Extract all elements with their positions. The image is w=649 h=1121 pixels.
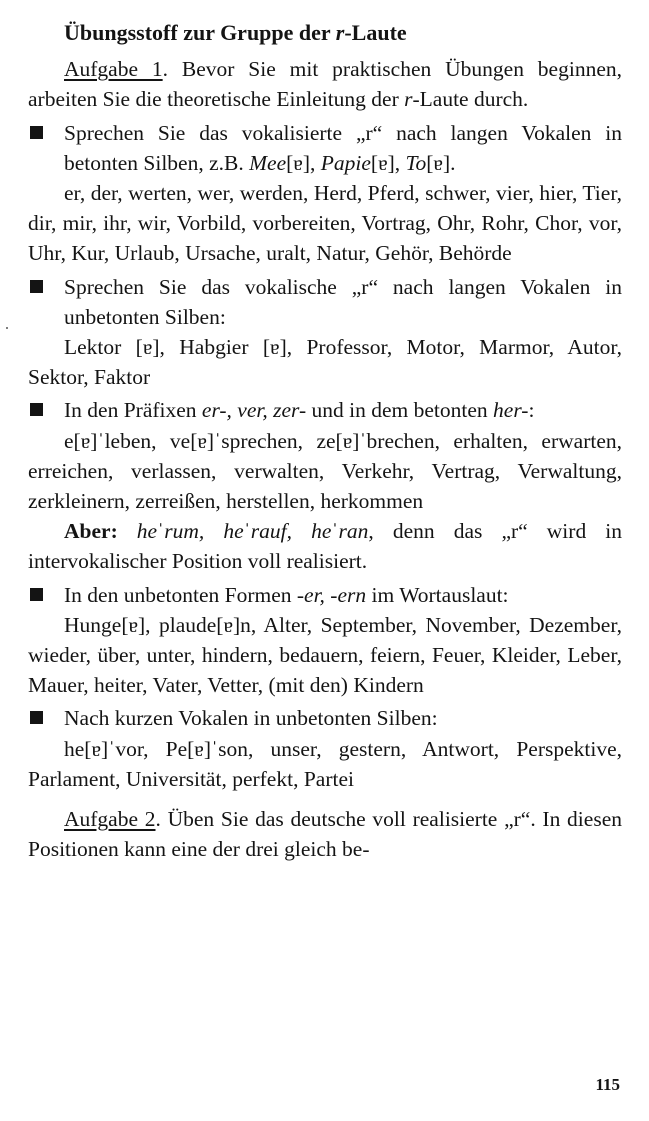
bullet-item-5: Nach kurzen Vokalen in unbetonten Silben: (28, 703, 622, 733)
square-bullet-icon (30, 126, 43, 139)
word-list-1: er, der, werten, wer, werden, Herd, Pferd, schwer, vier, hier, Tier, dir, mir, ihr, wir, Vorbild, vorbereiten, Vortrag, Ohr, Rohr, Chor, vor, Uhr, Kur, Urlaub, Ursache, uralt, Natur, Gehör, Behörde (28, 181, 622, 266)
task-2-paragraph: Aufgabe 2. Üben Sie das deutsche voll realisierte „r“. In diesen Positionen kann eine der drei gleich be- (28, 807, 622, 862)
document-page (28, 18, 622, 864)
bullet-item-1: Sprechen Sie das vokalisierte „r“ nach langen Vokalen in betonten Silben, z.B. Mee[ɐ], Papie[ɐ], To[ɐ]. (28, 118, 622, 178)
word-list-2: Lektor [ɐ], Habgier [ɐ], Professor, Motor, Marmor, Autor, Sektor, Faktor (28, 335, 622, 390)
aber-note: Aber: heˈrum, heˈrauf, heˈran, denn das „r“ wird in intervokalischer Position voll realisiert. (28, 519, 622, 574)
task-1-label: Aufgabe 1 (64, 57, 163, 82)
square-bullet-icon (30, 280, 43, 293)
task-2-label: Aufgabe 2 (64, 807, 156, 832)
task-1-paragraph: Aufgabe 1. Bevor Sie mit praktischen Übungen beginnen, arbeiten Sie die theoretische Einleitung der r-Laute durch. (28, 57, 622, 112)
bullet-item-2: Sprechen Sie das vokalische „r“ nach langen Vokalen in unbetonten Silben: (28, 272, 622, 332)
section-heading: Übungsstoff zur Gruppe der r-Laute (64, 20, 407, 45)
word-list-5: he[ɐ]ˈvor, Pe[ɐ]ˈson, unser, gestern, Antwort, Perspektive, Parlament, Universität, perfekt, Partei (28, 736, 622, 791)
bullet-item-3: In den Präfixen er-, ver, zer- und in dem betonten her-: (28, 395, 622, 425)
margin-dot (6, 327, 8, 329)
square-bullet-icon (30, 711, 43, 724)
square-bullet-icon (30, 403, 43, 416)
word-list-4: Hunge[ɐ], plaude[ɐ]n, Alter, September, November, Dezember, wieder, über, unter, hindern, bedauern, feiern, Feuer, Kleider, Leber, Mauer, heiter, Vater, Vetter, (mit den) Kindern (28, 612, 622, 698)
bullet-item-4: In den unbetonten Formen -er, -ern im Wortauslaut: (28, 580, 622, 610)
square-bullet-icon (30, 588, 43, 601)
page-number: 115 (595, 1075, 620, 1094)
word-list-3: e[ɐ]ˈleben, ve[ɐ]ˈsprechen, ze[ɐ]ˈbrechen, erhalten, erwarten, erreichen, verlassen, verwalten, Verkehr, Vertrag, Verwaltung, zerkleinern, zerreißen, herstellen, herkommen (28, 428, 622, 514)
